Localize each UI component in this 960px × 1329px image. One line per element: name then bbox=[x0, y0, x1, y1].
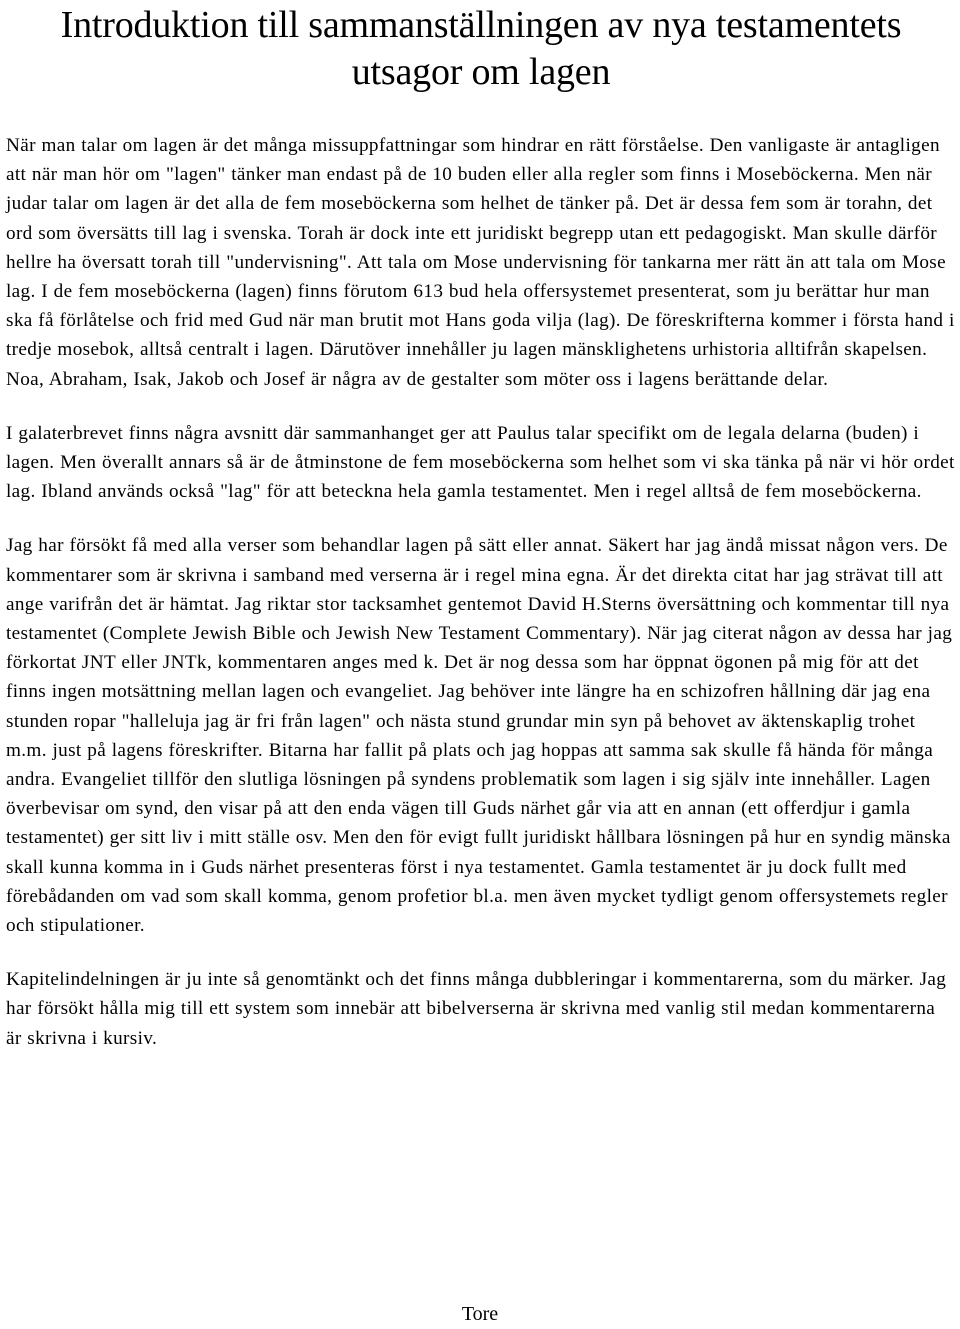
paragraph-method: Jag har försökt få med alla verser som behandlar lagen på sätt eller annat. Säkert har jag ändå missat någon vers. De kommentarer som är skrivna i samband med verserna är i regel mina egna. Är det direkta citat har jag strävat till att ange varifrån det är hämtat. Jag riktar stor tacksamhet gentemot David H.Sterns översättning och kommentar till nya testamentet (Complete Jewish Bible och Jewish New Testament Commentary). När jag citerat någon av dessa har jag förkortat JNT eller JNTk, kommentaren anges med k. Det är nog dessa som har öppnat ögonen på mig för att det finns ingen motsättning mellan lagen och evangeliet. Jag behöver inte längre ha en schizofren hållning där jag ena stunden ropar "halleluja jag är fri från lagen" och nästa stund grundar min syn på behovet av äktenskaplig trohet m.m. just på lagens föreskrifter. Bitarna har fallit på plats och jag hoppas att samma sak skulle få hända för många andra. Evangeliet tillför den slutliga lösningen på syndens problematik som lagen i sig själv inte innehåller. Lagen överbevisar om synd, den visar på att den enda vägen till Guds närhet går via att en annan (ett offerdjur i gamla testamentet) ger sitt liv i mitt ställe osv. Men den för evigt fullt juridiskt hållbara lösningen på hur en syndig mänska skall kunna komma in i Guds närhet presenteras först i nya testamentet. Gamla testamentet är ju dock fullt med förebådanden om vad som skall komma, genom profetior bl.a. men även mycket tydligt genom offersystemets regler och stipulationer. bbox=[6, 535, 953, 937]
paragraph-galaterbrevet: I galaterbrevet finns några avsnitt där sammanhanget ger att Paulus talar specifikt om de legala delarna (buden) i lagen. Men överallt annars så är de åtminstone de fem moseböckerna som helhet som vi ska tänka på när vi hör ordet lag. Ibland används också "lag" för att beteckna hela gamla testamentet. Men i regel alltså de fem moseböckerna. bbox=[6, 422, 955, 503]
author-signature: Tore bbox=[461, 1303, 499, 1325]
document-body bbox=[6, 131, 956, 1053]
paragraph-chapters: Kapitelindelningen är ju inte så genomtänkt och det finns många dubbleringar i kommentarerna, som du märker. Jag har försökt hålla mig till ett system som innebär att bibelverserna är skrivna med vanlig stil medan kommentarerna är skrivna i kursiv. bbox=[6, 969, 947, 1049]
paragraph-intro: När man talar om lagen är det många missuppfattningar som hindrar en rätt förståelse. Den vanligaste är antagligen att när man hör om "lagen" tänker man endast på de 10 buden eller alla regler som finns i Moseböckerna. Men när judar talar om lagen är det alla de fem moseböckerna som helhet de tänker på. Det är dessa fem som är torahn, det ord som översätts till lag i svenska. Torah är dock inte ett juridiskt begrepp utan ett pedagogiskt. Man skulle därför hellre ha översatt torah till "undervisning". Att tala om Mose undervisning för tankarna mer rätt än att tala om Mose lag. I de fem moseböckerna (lagen) finns förutom 613 bud hela offersystemet presenterat, som ju berättar hur man ska få förlåtelse och frid med Gud när man brutit mot Hans goda vilja (lag). De föreskrifterna kommer i första hand i tredje mosebok, alltså centralt i lagen. Därutöver innehåller ju lagen mänsklighetens urhistoria alltifrån skapelsen. Noa, Abraham, Isak, Jakob och Josef är några av de gestalter som möter oss i lagens berättande delar. bbox=[6, 135, 955, 390]
page-title: Introduktion till sammanställningen av nya testamentets utsagor om lagen bbox=[60, 4, 902, 93]
